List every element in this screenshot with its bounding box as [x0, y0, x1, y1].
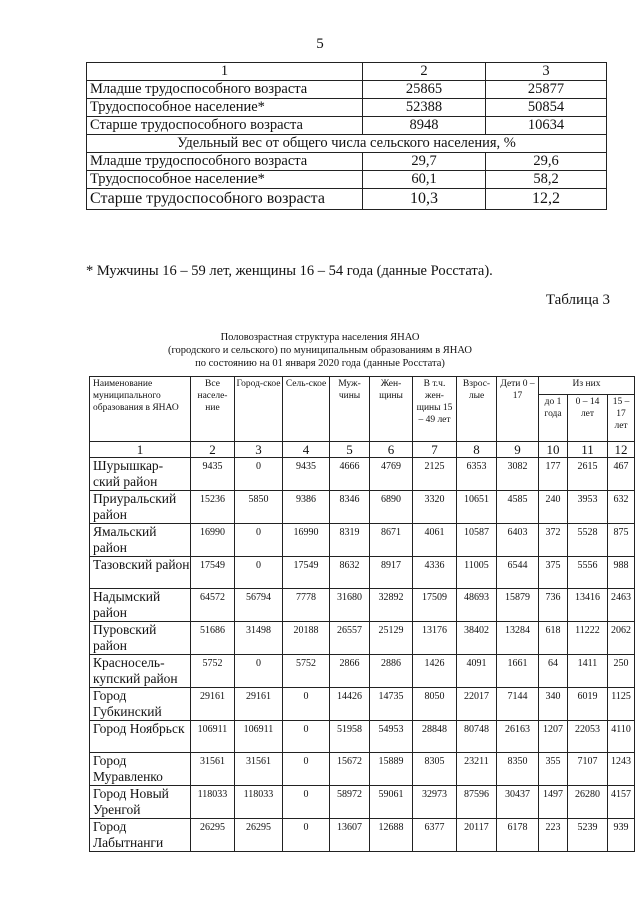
share-subheading: Удельный вес от общего числа сельского населения, % — [87, 135, 607, 153]
value-cell: 32973 — [413, 786, 457, 819]
value-cell: 118033 — [191, 786, 235, 819]
value-cell: 1411 — [568, 655, 608, 688]
value-cell: 6353 — [457, 458, 497, 491]
value-cell: 3320 — [413, 491, 457, 524]
value-cell: 26280 — [568, 786, 608, 819]
municipality-name: Приуральский район — [90, 491, 191, 524]
municipality-name: Красносель-купский район — [90, 655, 191, 688]
value-cell: 29,6 — [486, 153, 607, 171]
value-cell: 2463 — [608, 589, 635, 622]
row-label: Младше трудоспособного возраста — [87, 153, 363, 171]
value-cell: 0 — [235, 557, 283, 589]
table-row — [87, 81, 607, 99]
value-cell: 8632 — [330, 557, 370, 589]
table-row — [87, 189, 607, 210]
municipality-name: Город Лабытнанги — [90, 819, 191, 852]
value-cell: 26163 — [497, 721, 539, 753]
value-cell: 8671 — [370, 524, 413, 557]
value-cell: 1125 — [608, 688, 635, 721]
table-title-line: Половозрастная структура населения ЯНАО — [220, 332, 420, 343]
value-cell: 26557 — [330, 622, 370, 655]
table-row — [90, 491, 635, 524]
value-cell: 4157 — [608, 786, 635, 819]
value-cell: 240 — [539, 491, 568, 524]
value-cell: 20188 — [283, 622, 330, 655]
header-women: Жен-щины — [370, 377, 413, 442]
footnote: * Мужчины 16 – 59 лет, женщины 16 – 54 года (данные Росстата). — [86, 263, 493, 279]
value-cell: 23211 — [457, 753, 497, 786]
col-header-2: 2 — [363, 63, 486, 81]
table-title-line: (городского и сельского) по муниципальным образованиям в ЯНАО — [167, 345, 473, 356]
value-cell: 0 — [283, 786, 330, 819]
value-cell: 4666 — [330, 458, 370, 491]
value-cell: 48693 — [457, 589, 497, 622]
value-cell: 15672 — [330, 753, 370, 786]
value-cell: 2125 — [413, 458, 457, 491]
table-row — [87, 153, 607, 171]
table-row — [90, 721, 635, 753]
row-label: Старше трудоспособного возраста — [87, 117, 363, 135]
value-cell: 875 — [608, 524, 635, 557]
value-cell: 59061 — [370, 786, 413, 819]
value-cell: 2062 — [608, 622, 635, 655]
value-cell: 31561 — [191, 753, 235, 786]
value-cell: 0 — [283, 819, 330, 852]
col-header-1: 1 — [87, 63, 363, 81]
value-cell: 467 — [608, 458, 635, 491]
value-cell: 0 — [235, 655, 283, 688]
municipality-name: Тазовский район — [90, 557, 191, 589]
value-cell: 9435 — [283, 458, 330, 491]
column-index: 4 — [283, 442, 330, 458]
table-row — [90, 753, 635, 786]
subheading-row — [87, 135, 607, 153]
value-cell: 6403 — [497, 524, 539, 557]
value-cell: 31498 — [235, 622, 283, 655]
header-rural: Сель-ское — [283, 377, 330, 442]
value-cell: 25865 — [363, 81, 486, 99]
value-cell: 0 — [283, 753, 330, 786]
value-cell: 2886 — [370, 655, 413, 688]
value-cell: 80748 — [457, 721, 497, 753]
column-index: 5 — [330, 442, 370, 458]
row-label: Трудоспособное население* — [87, 171, 363, 189]
table-row — [90, 655, 635, 688]
value-cell: 13284 — [497, 622, 539, 655]
value-cell: 0 — [283, 721, 330, 753]
value-cell: 4061 — [413, 524, 457, 557]
value-cell: 632 — [608, 491, 635, 524]
municipality-name: Город Губкинский — [90, 688, 191, 721]
value-cell: 10587 — [457, 524, 497, 557]
table-row — [90, 458, 635, 491]
municipality-name: Город Муравленко — [90, 753, 191, 786]
value-cell: 375 — [539, 557, 568, 589]
rural-population-table — [86, 62, 607, 210]
value-cell: 988 — [608, 557, 635, 589]
header-all: Все населе-ние — [191, 377, 235, 442]
value-cell: 3953 — [568, 491, 608, 524]
value-cell: 16990 — [283, 524, 330, 557]
value-cell: 12,2 — [486, 189, 607, 210]
table-row — [87, 171, 607, 189]
column-index: 1 — [90, 442, 191, 458]
value-cell: 9386 — [283, 491, 330, 524]
value-cell: 22053 — [568, 721, 608, 753]
header-men: Муж-чины — [330, 377, 370, 442]
value-cell: 12688 — [370, 819, 413, 852]
table-row — [87, 99, 607, 117]
header-urban: Город-ское — [235, 377, 283, 442]
value-cell: 1243 — [608, 753, 635, 786]
value-cell: 5556 — [568, 557, 608, 589]
header-15-17: 15 – 17 лет — [608, 395, 635, 442]
table-row — [90, 622, 635, 655]
column-index: 9 — [497, 442, 539, 458]
value-cell: 26295 — [235, 819, 283, 852]
value-cell: 31680 — [330, 589, 370, 622]
table-row — [90, 524, 635, 557]
header-row — [90, 377, 635, 395]
row-label: Трудоспособное население* — [87, 99, 363, 117]
value-cell: 8319 — [330, 524, 370, 557]
header-0-14: 0 – 14 лет — [568, 395, 608, 442]
value-cell: 87596 — [457, 786, 497, 819]
header-children: Дети 0 – 17 — [497, 377, 539, 442]
value-cell: 15889 — [370, 753, 413, 786]
value-cell: 50854 — [486, 99, 607, 117]
value-cell: 8305 — [413, 753, 457, 786]
value-cell: 11222 — [568, 622, 608, 655]
municipality-name: Город Новый Уренгой — [90, 786, 191, 819]
value-cell: 0 — [235, 524, 283, 557]
value-cell: 5528 — [568, 524, 608, 557]
value-cell: 20117 — [457, 819, 497, 852]
value-cell: 51958 — [330, 721, 370, 753]
value-cell: 6377 — [413, 819, 457, 852]
value-cell: 8050 — [413, 688, 457, 721]
value-cell: 1661 — [497, 655, 539, 688]
value-cell: 30437 — [497, 786, 539, 819]
column-index: 11 — [568, 442, 608, 458]
value-cell: 15236 — [191, 491, 235, 524]
value-cell: 16990 — [191, 524, 235, 557]
value-cell: 14426 — [330, 688, 370, 721]
table-row — [90, 688, 635, 721]
row-label: Старше трудоспособного возраста — [87, 189, 363, 210]
value-cell: 618 — [539, 622, 568, 655]
value-cell: 58,2 — [486, 171, 607, 189]
municipality-name: Надымский район — [90, 589, 191, 622]
value-cell: 6890 — [370, 491, 413, 524]
value-cell: 29161 — [235, 688, 283, 721]
value-cell: 22017 — [457, 688, 497, 721]
value-cell: 26295 — [191, 819, 235, 852]
value-cell: 2866 — [330, 655, 370, 688]
value-cell: 340 — [539, 688, 568, 721]
value-cell: 223 — [539, 819, 568, 852]
column-index: 7 — [413, 442, 457, 458]
value-cell: 60,1 — [363, 171, 486, 189]
value-cell: 51686 — [191, 622, 235, 655]
header-under1: до 1 года — [539, 395, 568, 442]
value-cell: 56794 — [235, 589, 283, 622]
value-cell: 17549 — [283, 557, 330, 589]
value-cell: 8346 — [330, 491, 370, 524]
value-cell: 0 — [283, 688, 330, 721]
column-index: 12 — [608, 442, 635, 458]
value-cell: 5850 — [235, 491, 283, 524]
table-row — [90, 589, 635, 622]
value-cell: 7107 — [568, 753, 608, 786]
value-cell: 106911 — [235, 721, 283, 753]
municipality-name: Ямальский район — [90, 524, 191, 557]
value-cell: 4769 — [370, 458, 413, 491]
value-cell: 52388 — [363, 99, 486, 117]
value-cell: 939 — [608, 819, 635, 852]
value-cell: 64 — [539, 655, 568, 688]
index-row — [90, 442, 635, 458]
table-title-line: по состоянию на 01 января 2020 года (данные Росстата) — [195, 358, 445, 369]
table-title — [0, 331, 640, 370]
value-cell: 5752 — [191, 655, 235, 688]
value-cell: 25129 — [370, 622, 413, 655]
table-row — [87, 117, 607, 135]
value-cell: 1426 — [413, 655, 457, 688]
value-cell: 8350 — [497, 753, 539, 786]
value-cell: 1207 — [539, 721, 568, 753]
value-cell: 4585 — [497, 491, 539, 524]
value-cell: 372 — [539, 524, 568, 557]
value-cell: 28848 — [413, 721, 457, 753]
value-cell: 38402 — [457, 622, 497, 655]
value-cell: 9435 — [191, 458, 235, 491]
value-cell: 7144 — [497, 688, 539, 721]
value-cell: 58972 — [330, 786, 370, 819]
value-cell: 6544 — [497, 557, 539, 589]
value-cell: 25877 — [486, 81, 607, 99]
header-women-15-49: В т.ч. жен-щины 15 – 49 лет — [413, 377, 457, 442]
value-cell: 15879 — [497, 589, 539, 622]
value-cell: 54953 — [370, 721, 413, 753]
value-cell: 2615 — [568, 458, 608, 491]
value-cell: 355 — [539, 753, 568, 786]
value-cell: 11005 — [457, 557, 497, 589]
value-cell: 736 — [539, 589, 568, 622]
column-index: 6 — [370, 442, 413, 458]
value-cell: 17549 — [191, 557, 235, 589]
value-cell: 14735 — [370, 688, 413, 721]
value-cell: 3082 — [497, 458, 539, 491]
value-cell: 4110 — [608, 721, 635, 753]
value-cell: 0 — [235, 458, 283, 491]
value-cell: 1497 — [539, 786, 568, 819]
value-cell: 13176 — [413, 622, 457, 655]
value-cell: 5752 — [283, 655, 330, 688]
value-cell: 13416 — [568, 589, 608, 622]
value-cell: 7778 — [283, 589, 330, 622]
value-cell: 31561 — [235, 753, 283, 786]
value-cell: 64572 — [191, 589, 235, 622]
value-cell: 118033 — [235, 786, 283, 819]
value-cell: 8948 — [363, 117, 486, 135]
value-cell: 32892 — [370, 589, 413, 622]
col-header-3: 3 — [486, 63, 607, 81]
value-cell: 17509 — [413, 589, 457, 622]
value-cell: 10651 — [457, 491, 497, 524]
municipality-name: Город Ноябрьск — [90, 721, 191, 753]
page-number: 5 — [316, 36, 324, 52]
table-row — [90, 786, 635, 819]
municipality-name: Шурышкар-ский район — [90, 458, 191, 491]
population-structure-table — [89, 376, 635, 852]
value-cell: 6178 — [497, 819, 539, 852]
value-cell: 29161 — [191, 688, 235, 721]
value-cell: 29,7 — [363, 153, 486, 171]
table-row — [90, 557, 635, 589]
column-index: 2 — [191, 442, 235, 458]
municipality-name: Пуровский район — [90, 622, 191, 655]
value-cell: 177 — [539, 458, 568, 491]
column-index: 3 — [235, 442, 283, 458]
column-index: 8 — [457, 442, 497, 458]
table-label: Таблица 3 — [545, 292, 610, 308]
column-index: 10 — [539, 442, 568, 458]
value-cell: 106911 — [191, 721, 235, 753]
value-cell: 6019 — [568, 688, 608, 721]
value-cell: 10634 — [486, 117, 607, 135]
header-of-them: Из них — [539, 377, 635, 395]
value-cell: 4336 — [413, 557, 457, 589]
value-cell: 5239 — [568, 819, 608, 852]
header-row — [87, 63, 607, 81]
value-cell: 4091 — [457, 655, 497, 688]
value-cell: 250 — [608, 655, 635, 688]
value-cell: 8917 — [370, 557, 413, 589]
table-row — [90, 819, 635, 852]
value-cell: 10,3 — [363, 189, 486, 210]
header-adults: Взрос-лые — [457, 377, 497, 442]
row-label: Младше трудоспособного возраста — [87, 81, 363, 99]
value-cell: 13607 — [330, 819, 370, 852]
header-name: Наименование муниципального образования в ЯНАО — [90, 377, 191, 442]
